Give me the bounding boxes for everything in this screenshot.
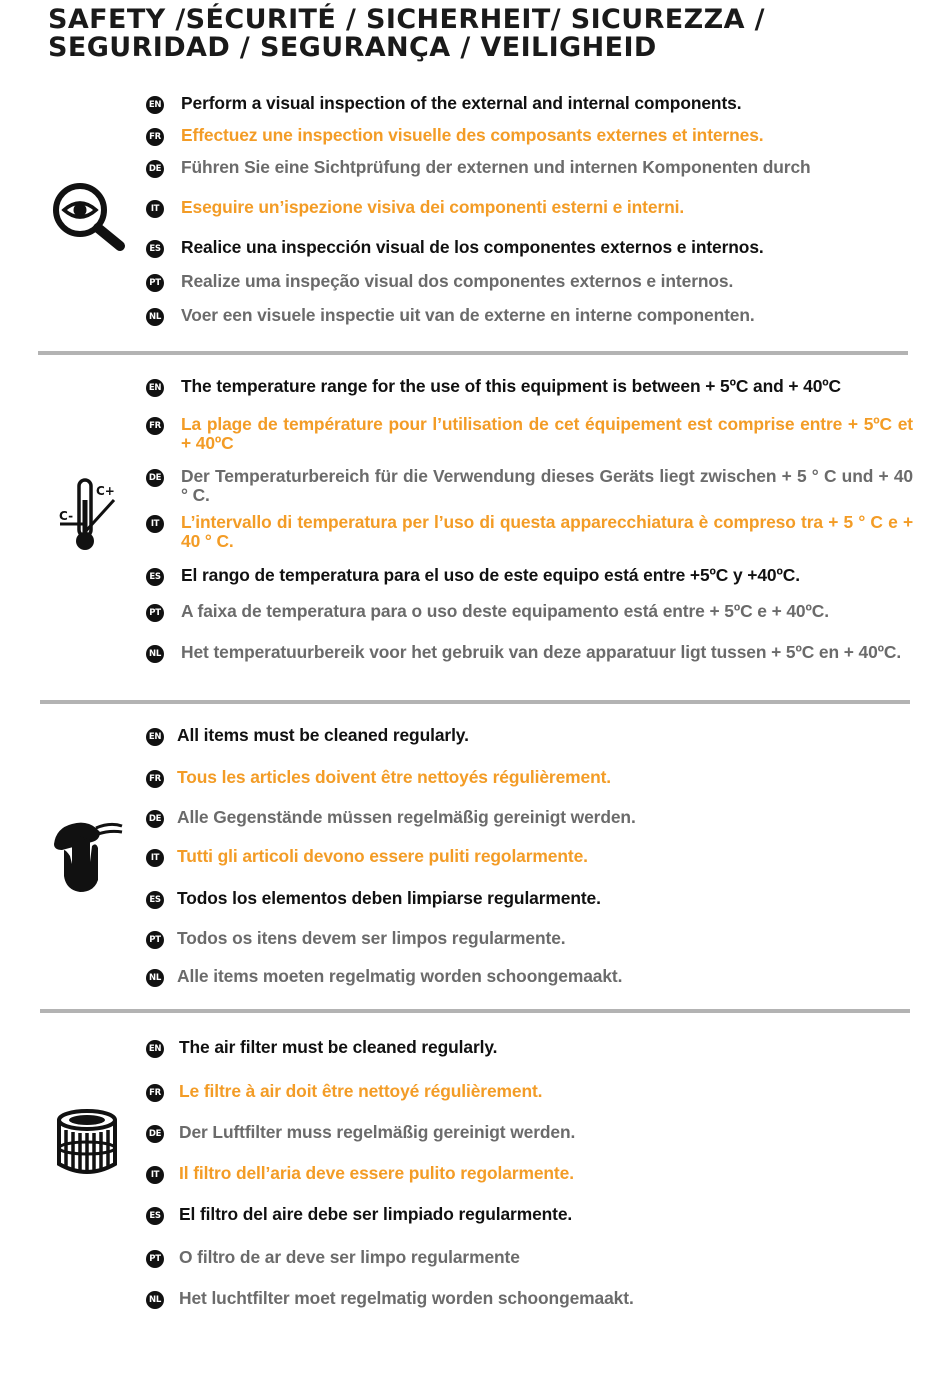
lang-badge: NL [146,1291,164,1309]
instruction-text: Realice una inspección visual de los componentes externos e internos. [181,237,764,257]
lang-badge: DE [146,469,164,487]
list-item [146,126,764,146]
instruction-text: Realize uma inspeção visual dos componentes externos e internos. [181,271,734,291]
instruction-text: Effectuez une inspection visuelle des composants externes et internes. [181,125,764,145]
lang-badge: NL [146,969,164,987]
lang-badge: FR [146,770,164,788]
list-item [146,158,811,178]
thermometer-icon [56,478,122,554]
lang-badge: IT [146,515,164,533]
instruction-text: Voer een visuele inspectie uit van de externe en interne componenten. [181,305,755,325]
lang-badge: DE [146,1125,164,1143]
instruction-text: Der Temperaturbereich für die Verwendung dieses Geräts liegt zwischen + 5 ° C und + 40 ° C. [181,466,913,505]
list-item [146,238,764,258]
list-item [146,768,611,788]
lang-badge: FR [146,417,164,435]
lang-badge: DE [146,810,164,828]
section-divider [38,351,908,355]
instruction-text: All items must be cleaned regularly. [177,725,469,745]
lang-badge: ES [146,891,164,909]
lang-badge: NL [146,645,164,663]
list-item [146,643,913,663]
instruction-text: Het luchtfilter moet regelmatig worden schoongemaakt. [179,1288,634,1308]
instruction-text: Il filtro dell’aria deve essere pulito regolarmente. [179,1163,574,1183]
instruction-text: Perform a visual inspection of the external and internal components. [181,93,742,113]
list-item [146,198,684,218]
instruction-text: The temperature range for the use of this equipment is between + 5ºC and + 40ºC [181,376,842,396]
list-item [146,377,913,397]
lang-badge: PT [146,604,164,622]
instruction-text: La plage de température pour l’utilisation de cet équipement est comprise entre + 5ºC et + 40ºC [181,414,913,453]
instruction-text: Eseguire un’ispezione visiva dei componenti esterni e interni. [181,197,685,217]
instruction-text: Tutti gli articoli devono essere puliti regolarmente. [177,846,588,866]
hand-cleaning-icon [50,816,126,894]
lang-badge: ES [146,240,164,258]
list-item [146,566,800,586]
instruction-text: Het temperatuurbereik voor het gebruik van deze apparatuur ligt tussen + 5ºC en + 40ºC. [181,642,902,662]
list-item [146,808,636,828]
lang-badge: IT [146,1166,164,1184]
lang-badge: FR [146,1084,164,1102]
instruction-text: Todos los elementos deben limpiarse regularmente. [177,888,601,908]
list-item [146,1205,572,1225]
section-divider [40,1009,910,1013]
instruction-text: Alle items moeten regelmatig worden schoongemaakt. [177,966,623,986]
magnifier-eye-icon [50,180,126,252]
lang-badge: FR [146,128,164,146]
thermometer-plus-label: C+ [96,484,115,498]
lang-badge: PT [146,1250,164,1268]
instruction-text: Der Luftfilter muss regelmäßig gereinigt werden. [179,1122,576,1142]
lang-badge: EN [146,96,164,114]
instruction-text: A faixa de temperatura para o uso deste equipamento está entre + 5ºC e + 40ºC. [181,601,829,621]
list-item [146,1289,634,1309]
list-item [146,967,622,987]
instruction-text: Alle Gegenstände müssen regelmäßig gereinigt werden. [177,807,636,827]
lang-badge: NL [146,308,164,326]
instruction-text: El filtro del aire debe ser limpiado regularmente. [179,1204,573,1224]
instruction-text: L’intervallo di temperatura per l’uso di questa apparecchiatura è compreso tra + 5 ° C e + 40 ° C. [181,512,913,551]
list-item [146,467,913,505]
instruction-text: El rango de temperatura para el uso de este equipo está entre +5ºC y +40ºC. [181,565,800,585]
list-item [146,602,829,622]
instruction-text: Tous les articles doivent être nettoyés régulièrement. [177,767,612,787]
lang-badge: EN [146,379,164,397]
list-item [146,415,913,453]
lang-badge: DE [146,160,164,178]
page-title: SAFETY /SÉCURITÉ / SICHERHEIT/ SICUREZZA / SEGURIDAD / SEGURANÇA / VEILIGHEID [48,4,765,63]
list-item [146,272,733,292]
lang-badge: ES [146,568,164,586]
list-item [146,1082,542,1102]
list-item [146,929,566,949]
instruction-text: O filtro de ar deve ser limpo regularmente [179,1247,520,1267]
list-item [146,306,755,326]
lang-badge: PT [146,931,164,949]
list-item [146,847,588,867]
list-item [146,94,741,114]
section-divider [40,700,910,704]
list-item [146,1164,574,1184]
lang-badge: IT [146,849,164,867]
lang-badge: EN [146,1040,164,1058]
lang-badge: PT [146,274,164,292]
list-item [146,1123,575,1143]
instruction-text: Le filtre à air doit être nettoyé régulièrement. [179,1081,543,1101]
instruction-text: Todos os itens devem ser limpos regularmente. [177,928,566,948]
list-item [146,1038,497,1058]
list-item [146,726,469,746]
list-item [146,1248,520,1268]
air-filter-icon [54,1108,120,1178]
lang-badge: EN [146,728,164,746]
thermometer-minus-label: C- [59,509,74,523]
list-item [146,889,601,909]
list-item [146,513,913,551]
instruction-text: The air filter must be cleaned regularly. [179,1037,498,1057]
lang-badge: IT [146,200,164,218]
lang-badge: ES [146,1207,164,1225]
instruction-text: Führen Sie eine Sichtprüfung der externen und internen Komponenten durch [181,157,811,177]
